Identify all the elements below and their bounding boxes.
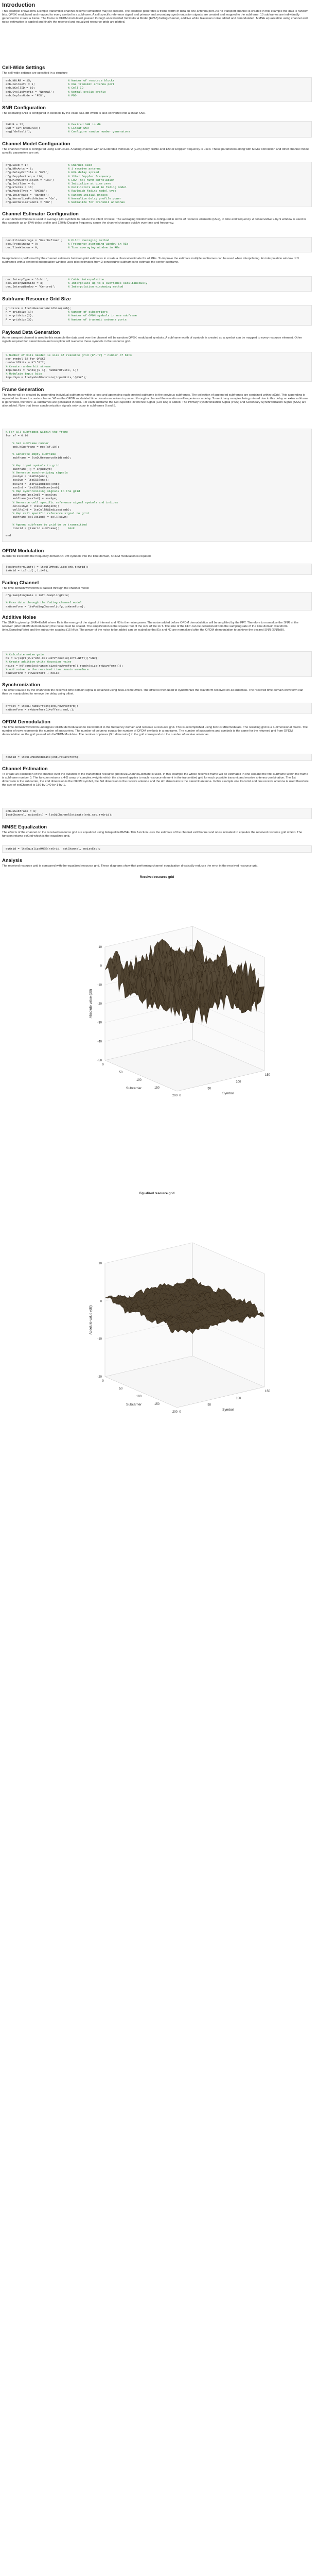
x-tick-label: 50 xyxy=(119,1071,123,1074)
ofdm-paragraph: In order to transform the frequency domain OFDM symbols into the time domain, OFDM modulation is required. xyxy=(2,555,152,558)
code-text: % Number of bits needed is size of resource grid (K*L*P) * number of bits xyxy=(6,353,132,357)
plot-received-grid xyxy=(2,875,312,1184)
code-text: % Calculate noise gain xyxy=(6,653,44,656)
code-text: cfg.DelayProfile = 'EVA'; xyxy=(6,171,49,175)
code-line xyxy=(6,365,308,368)
code-line xyxy=(6,474,308,478)
code-comment: % Normal cyclic prefix xyxy=(67,90,106,94)
code-line xyxy=(6,493,308,497)
code-line xyxy=(6,197,308,200)
code-line xyxy=(6,434,308,437)
code-line xyxy=(6,668,308,671)
section-title-sync: Synchronization xyxy=(2,682,40,688)
code-comment: % Low (no) MIMO correlation xyxy=(67,178,115,182)
code-text: cec.TimeWindow = 9; xyxy=(6,246,39,250)
code-block-ofdmdemod xyxy=(2,754,312,761)
code-text: gridsize = lteDLResourceGridSize(enb); xyxy=(6,307,72,310)
code-text: cfg.NormalizePathGains = 'On'; xyxy=(6,196,58,200)
code-comment: % Cubic interpolation xyxy=(67,278,104,281)
code-comment: % Interpolate up to 3 subframes simultaneously xyxy=(67,281,148,285)
code-comment: % Random initial phases xyxy=(67,193,108,197)
z-tick-label: -50 xyxy=(97,1059,102,1062)
code-line xyxy=(6,456,308,460)
code-text: % Create random bit stream xyxy=(6,364,51,368)
z-tick-label: -20 xyxy=(97,1003,102,1006)
x-tick-label: 200 xyxy=(172,1094,178,1097)
code-line xyxy=(6,372,308,376)
chanest-paragraph: A user defined window is used to average pilot symbols to reduce the effect of noise. The averaging window size is configured in terms of resource elements (REs), in time and frequency. A conservative 9-by-9 window is used in this example as an EVA delay profile and 120Hz Doppler frequency cause the channel changes quickly over time and frequency. xyxy=(2,218,306,225)
y-tick-label: 150 xyxy=(264,1074,271,1077)
code-line xyxy=(6,278,308,281)
code-text: subframe(cellRsInd) = cellRsSym; xyxy=(6,515,68,519)
y-tick-label: 0 xyxy=(179,1094,181,1097)
code-text: % Map synchronizing signals to the grid xyxy=(6,489,80,493)
code-line xyxy=(6,242,308,246)
code-line xyxy=(6,175,308,178)
z-axis-label: Absolute value (dB) xyxy=(89,1305,93,1335)
code-comment: % Interpolation windowing method xyxy=(67,285,123,289)
code-text: % For all subframes within the frame xyxy=(6,430,68,434)
code-line xyxy=(6,442,308,445)
received-grid-surface xyxy=(2,880,312,1184)
code-comment: % Pilot averaging method xyxy=(67,239,110,242)
code-line xyxy=(6,86,308,90)
code-text: subframe(sssInd) = sssSym; xyxy=(6,497,58,501)
code-comment: % Initialize at time zero xyxy=(67,181,111,185)
z-tick-label: 10 xyxy=(98,946,102,949)
section-title-ofdm-modulation: OFDM Modulation xyxy=(2,548,44,554)
code-text: [estChannel, noiseEst] = lteDLChannelEstimate(enb,cec,rxGrid); xyxy=(6,813,113,817)
code-text: enb.CyclicPrefix = 'Normal'; xyxy=(6,90,54,94)
code-line xyxy=(6,508,308,512)
z-axis-label: Absolute value (dB) xyxy=(89,989,93,1019)
code-block-chestim xyxy=(2,808,312,819)
code-comment: % Frequency averaging window in REs xyxy=(67,242,129,246)
code-line xyxy=(6,530,308,534)
code-line xyxy=(6,482,308,486)
y-tick-label: 100 xyxy=(236,1397,241,1400)
code-text: SNR = 10^(SNRdB/20); xyxy=(6,126,41,130)
y-tick-label: 150 xyxy=(264,1390,271,1393)
code-comment: % Rayleigh fading model type xyxy=(67,189,116,193)
code-text: % Generate synchronizing signals xyxy=(6,471,68,475)
code-line xyxy=(6,123,308,126)
code-line xyxy=(6,246,308,249)
code-line xyxy=(6,376,308,379)
code-comment: % Number of OFDM symbols in one subframe xyxy=(67,314,137,318)
code-text: cfg.MIMOCorrelation = 'Low'; xyxy=(6,178,54,182)
code-text: % Set subframe number xyxy=(6,441,49,445)
section-title-grid-size: Subframe Resource Grid Size xyxy=(2,296,71,302)
section-title-analysis: Analysis xyxy=(2,858,23,863)
section-title-channel-estimator: Channel Estimator Configuration xyxy=(2,211,79,217)
code-block-gridsize xyxy=(2,305,312,326)
code-line xyxy=(6,94,308,97)
code-line xyxy=(6,671,308,675)
code-text: cec.InterpWindow = 'Centred'; xyxy=(6,285,56,289)
code-text: % Append subframe to grid to be transmitted xyxy=(6,522,87,527)
code-text: % Generate cell specific reference signal symbols and indices xyxy=(6,500,118,504)
section-title-ofdm-demod: OFDM Demodulation xyxy=(2,719,50,725)
code-line xyxy=(6,497,308,500)
code-line xyxy=(6,449,308,452)
z-tick-label: -40 xyxy=(97,1040,102,1044)
z-tick-label: 0 xyxy=(100,964,102,968)
section-title-payload: Payload Data Generation xyxy=(2,330,60,335)
code-comment: % Number of resource blocks xyxy=(67,79,115,82)
code-text: cfg.NTerms = 16; xyxy=(6,185,33,190)
code-line xyxy=(6,478,308,482)
code-text: numberOfBits = K*L*P*2; xyxy=(6,361,46,365)
code-text: sssInd = lteSSSIndices(enb); xyxy=(6,485,61,489)
code-line xyxy=(6,163,308,167)
code-line xyxy=(6,285,308,289)
code-line xyxy=(6,601,308,604)
plot-title-received: Received resource grid xyxy=(139,876,174,879)
x-tick-label: 200 xyxy=(172,1411,178,1414)
code-text: enb.NCellID = 10; xyxy=(6,86,36,90)
section-title-chan-estimation: Channel Estimation xyxy=(2,766,48,772)
code-text: enb.NDLRB = 15; xyxy=(6,79,32,82)
code-line xyxy=(6,471,308,474)
z-tick-label: 0 xyxy=(100,1300,102,1303)
code-comment: % Channel seed xyxy=(67,163,92,167)
code-block-noise xyxy=(2,651,312,677)
x-axis-label: Subcarrier xyxy=(126,1087,141,1090)
z-tick-label: 10 xyxy=(98,1262,102,1265)
section-title-mmse: MMSE Equalization xyxy=(2,824,47,830)
code-line xyxy=(6,565,308,569)
code-line xyxy=(6,467,308,471)
payload-paragraph: As no transport channel is used in this example the data sent over the channel will be random QPSK modulated symbols. A subframe worth of symbols is created so a symbol can be mapped to every resource element. Other signals required for transmission and reception will overwrite these symbols in the resource grid. xyxy=(2,336,303,343)
framegen-paragraph: The frame will be created by generating individual subframes within a loop and appending each created subframe to the previous subframes. The collection of appended subframes are contained within txGrid. This appending is repeated ten times to create a frame. When the OFDM modulated time domain waveform is passed through a channel the waveform will experience a delay. To avoid any samples being missed due to this delay an extra subframe is generated, therefore 11 subframes are generated in total. For each subframe the Cell-Specific Reference Signal (Cell RS) is added. The Primary Synchronization Signal (PSS) and Secondary Synchronization Signal (SSS) are also added. Note that these synchronization signals only occur in subframes 0 and 5. xyxy=(2,394,309,408)
code-text: rxWaveform = lteFadingChannel(cfg,txWaveform); xyxy=(6,604,85,608)
code-text: SNRdB = 22; xyxy=(6,123,25,126)
code-comment: % Linear SNR xyxy=(67,126,89,130)
analysis-paragraph: The received resource grid is compared with the equalized resource grid. These diagrams show that performing channel equalization drastically reduces the error in the received resource grid. xyxy=(2,865,258,868)
code-comment: % Configure random number generators xyxy=(67,130,130,134)
code-text: P = gridsize(3); xyxy=(6,317,33,321)
code-text: % Pass data through the fading channel model xyxy=(6,601,82,605)
code-text: for sf = 0:10 xyxy=(6,434,28,438)
code-text: rng('default'); xyxy=(6,130,32,134)
code-text: cellRsSym = lteCellRS(enb); xyxy=(6,504,60,508)
code-line xyxy=(6,171,308,174)
code-text: cellRsInd = lteCellRSIndices(enb); xyxy=(6,507,72,512)
code-text: L = gridsize(2); xyxy=(6,314,33,318)
code-line xyxy=(6,178,308,182)
code-line xyxy=(6,437,308,441)
code-block-ofdm xyxy=(2,564,312,575)
mmse-paragraph: The effects of the channel on the received resource grid are equalized using lteEqualizeMMSE. This function uses the estimate of the channel estChannel and noise noiseEst to equalize the received resource grid rxGrid. The function returns eqGrid which is the equalized grid. xyxy=(2,831,303,838)
code-line xyxy=(6,569,308,572)
code-text: cfg.DopplerFreq = 120; xyxy=(6,174,44,178)
section-title-frame-generation: Frame Generation xyxy=(2,387,44,393)
fading-paragraph: The time domain waveform is passed through the channel model xyxy=(2,587,89,590)
section-title-noise: Additive Noise xyxy=(2,615,36,620)
code-line xyxy=(6,130,308,133)
code-line xyxy=(6,653,308,656)
code-text: subframe = lteDLResourceGrid(enb); xyxy=(6,456,72,460)
x-tick-label: 100 xyxy=(136,1079,142,1082)
code-text: noise = N0*complex(randn(size(rxWaveform)),randn(size(rxWaveform))); xyxy=(6,664,123,668)
code-text: cfg.SamplingRate = info.SamplingRate; xyxy=(6,594,70,597)
code-text: txGrid = txGrid(:,1:140); xyxy=(6,569,49,573)
plot-title-equalized: Equalized resource grid xyxy=(139,1192,175,1195)
code-text: cec.InterpWinSize = 3; xyxy=(6,281,44,285)
code-block-fading xyxy=(2,592,312,611)
y-tick-label: 50 xyxy=(207,1403,211,1407)
code-line xyxy=(6,167,308,171)
code-text: end xyxy=(6,534,11,538)
code-line xyxy=(6,189,308,193)
section-title-cell-wide: Cell-Wide Settings xyxy=(2,65,45,71)
code-comment: % Normalize delay profile power xyxy=(67,196,121,200)
code-line xyxy=(6,489,308,493)
z-tick-label: -20 xyxy=(97,1376,102,1379)
y-tick-label: 0 xyxy=(179,1411,181,1414)
code-line xyxy=(6,90,308,94)
noise-paragraph: The SNR is given by SNR=Es/N0 where Es is the energy of the signal of interest and N0 is the noise power. The noise added before OFDM demodulation will be amplified by the FFT. Therefore to normalize the SNR at the receiver (after OFDM demodulation) the noise must be scaled. The amplification is the square root of the size of the FFT. The size of the FFT can be determined from the sampling rate of the time domain waveform (info.SamplingRate) and the subcarrier spacing (15 kHz). The power of the noise to be added can be scaled so that Es and N0 are normalized after the OFDM demodulation to achieve the desired SNR (SNRdB). xyxy=(2,621,298,632)
code-text: subframe(pssInd) = pssSym; xyxy=(6,493,58,497)
code-line xyxy=(6,504,308,508)
ofdmdemod-paragraph: The time domain waveform undergoes OFDM demodulation to transform it to the frequency domain and recreate a resource grid. This is accomplished using lteOFDMDemodulate. The resulting grid is a 3-dimensional matrix. The number of rows represents the number of subcarriers. The number of columns equals the number of OFDM symbols in a subframe. The number of subcarriers and symbols is the same for the returned grid from OFDM demodulation as the grid passed into lteOFDMModulate. The number of planes (3rd dimension) in the grid corresponds to the number of receive antennas. xyxy=(2,726,308,736)
code-text: enb.NSubframe = 0; xyxy=(6,809,37,813)
code-text: N0 = 1/(sqrt(2.0*enb.CellRefP*double(info.Nfft))*SNR); xyxy=(6,656,99,660)
section-title-snr: SNR Configuration xyxy=(2,105,46,111)
code-line xyxy=(6,656,308,660)
code-line xyxy=(6,605,308,608)
code-line xyxy=(6,486,308,489)
code-comment: % Number of transmit antenna ports xyxy=(67,317,127,321)
x-tick-label: 150 xyxy=(154,1403,160,1406)
snr-paragraph: The operating SNR is configured in decibels by the value SNRdB which is also converted into a linear SNR. xyxy=(2,112,146,115)
code-text: cfg.InitTime = 0; xyxy=(6,181,36,185)
code-text: cfg.ModelType = 'GMEDS'; xyxy=(6,189,47,193)
code-line xyxy=(6,527,308,530)
code-line xyxy=(6,708,308,711)
code-line xyxy=(6,460,308,464)
code-line xyxy=(6,82,308,86)
equalized-grid-surface xyxy=(2,1196,312,1500)
z-tick-label: -10 xyxy=(97,1337,102,1341)
code-text: rxWaveform = rxWaveform + noise; xyxy=(6,671,61,675)
code-line xyxy=(6,310,308,314)
code-text: K = gridsize(1); xyxy=(6,310,33,314)
code-text: offset = lteDLFrameOffset(enb,rxWaveform); xyxy=(6,704,78,708)
code-line xyxy=(6,353,308,357)
code-line xyxy=(6,519,308,523)
code-comment: % EVA delay spread xyxy=(67,171,99,175)
code-block-cellwide xyxy=(2,77,312,102)
code-text: inputSym = lteSymbolModulate(inputBits,'QPSK'); xyxy=(6,376,87,380)
code-line xyxy=(6,430,308,434)
code-line xyxy=(6,79,308,82)
code-comment: % Oscillators used in fading model xyxy=(67,185,127,190)
code-comment: % 120Hz Doppler frequency xyxy=(67,174,111,178)
y-axis-label: Symbol xyxy=(222,1408,234,1412)
code-line xyxy=(6,193,308,197)
code-line xyxy=(6,318,308,321)
code-text: txGrid = [txGrid subframe]; xyxy=(6,526,60,530)
x-tick-label: 150 xyxy=(154,1087,160,1090)
chanest-paragraph-2: Interpolation is performed by the channel estimator between pilot estimates to create a channel estimate for all REs. To improve the estimate multiple subframes can be used when interpolating. An interpolation window of 3 subframes with a centered interpolation window uses pilot estimates from 3 consecutive subframes to estimate the center subframe. xyxy=(2,257,299,264)
code-line xyxy=(6,813,308,817)
code-text: enb.CellRefP = 1; xyxy=(6,82,36,87)
plot-equalized-grid xyxy=(2,1191,312,1500)
code-comment: % Time averaging window in REs xyxy=(67,246,120,250)
code-text: sssSym = lteSSS(enb); xyxy=(6,478,49,482)
code-text: % Modulate input bits xyxy=(6,371,42,376)
code-text: enb.NSubframe = mod(sf,10); xyxy=(6,445,60,449)
code-line xyxy=(6,501,308,504)
code-line xyxy=(6,185,308,189)
code-line xyxy=(6,452,308,456)
section-title-channel-model: Channel Model Configuration xyxy=(2,141,70,147)
channel-paragraph: The channel model is configured using a structure. A fading channel with an Extended Vehicular A (EVA) delay profile and 120Hz Doppler frequency is used. These parameters along with MIMO correlation and other channel model specific parameters are set. xyxy=(2,148,310,155)
section-title-introduction: Introduction xyxy=(2,2,36,8)
x-axis-label: Subcarrier xyxy=(126,1403,141,1406)
code-line xyxy=(6,314,308,317)
code-line xyxy=(6,512,308,515)
code-text: rxGrid = lteOFDMDemodulate(enb,rxWaveform); xyxy=(6,755,80,759)
code-text: % Generate empty subframe xyxy=(6,452,56,456)
code-comment: % Desired SNR in dB xyxy=(67,123,101,126)
code-text: enb.DuplexMode = 'FDD'; xyxy=(6,93,46,97)
code-comment: % Normalize for transmit antennas xyxy=(67,200,125,204)
code-line xyxy=(6,361,308,364)
code-text: cfg.InitPhase = 'Random'; xyxy=(6,193,49,197)
code-line xyxy=(6,200,308,204)
cellwide-paragraph: The cell-wide settings are specified in a structure xyxy=(2,72,68,75)
code-block-framegen xyxy=(2,429,312,542)
code-line xyxy=(6,307,308,310)
code-comment: % Cell ID xyxy=(67,86,84,90)
code-block-chanest xyxy=(2,237,312,252)
code-block-channel xyxy=(2,162,312,207)
code-text: cec.PilotAverage = 'UserDefined'; xyxy=(6,239,63,242)
code-line xyxy=(6,597,308,601)
code-text: cec.FreqWindow = 9; xyxy=(6,242,39,246)
code-line xyxy=(6,847,308,851)
intro-paragraph: This example shows how a simple transmitter-channel-receiver simulation may be created. The example generates a frame worth of data on one antenna port. As no transport channel is created in this example the data is random bits, QPSK modulated and mapped to every symbol in a subframe. A cell specific reference signal and primary and secondary synchronization signals are created and mapped to the subframe. 10 subframes are individually generated to create a frame. The frame is OFDM modulated, passed through an Extended Vehicular A Model (EVA5) fading channel, additive white Gaussian noise added and demodulated. MMSE equalization using channel and noise estimation is applied and finally the received and equalized resource grids are plotted. xyxy=(2,10,309,24)
code-text: % Create additive white Gaussian noise xyxy=(6,660,72,664)
code-line xyxy=(6,809,308,813)
code-line xyxy=(6,755,308,759)
z-tick-label: -30 xyxy=(97,1021,102,1025)
code-line xyxy=(6,534,308,537)
code-block-payload xyxy=(2,352,312,382)
z-tick-label: -10 xyxy=(97,984,102,987)
code-line xyxy=(6,704,308,708)
code-text: [txWaveform,info] = lteOFDMModulate(enb,txGrid); xyxy=(6,565,89,569)
code-line xyxy=(6,182,308,185)
code-text: % Map cell specific reference signal to grid xyxy=(6,512,89,516)
code-text: eqGrid = lteEqualizeMMSE(rxGrid, estChannel, noiseEst); xyxy=(6,847,101,851)
code-block-sync xyxy=(2,703,312,714)
code-line xyxy=(6,126,308,130)
code-text: % Add noise to the received time domain waveform xyxy=(6,667,89,671)
y-tick-label: 50 xyxy=(207,1087,211,1091)
code-line xyxy=(6,368,308,372)
code-line xyxy=(6,523,308,527)
x-tick-label: 0 xyxy=(102,1063,104,1066)
code-line xyxy=(6,239,308,242)
code-block-snr xyxy=(2,121,312,138)
code-block-mmse xyxy=(2,845,312,853)
code-text: subframe(:) = inputSym; xyxy=(6,467,52,471)
code-line xyxy=(6,445,308,449)
code-comment: % Number of subcarriers xyxy=(67,310,108,314)
code-comment: % 1 receive antenna xyxy=(67,167,101,171)
sync-paragraph: The offset caused by the channel in the received time domain signal is obtained using lteDLFrameOffset. The offset is then used to synchronize the waveform received on all antennas. The received time domain waveform can then be manipulated to remove the delay using offset. xyxy=(2,689,304,696)
code-text: % Map input symbols to grid xyxy=(6,463,60,467)
code-comment: %#ok xyxy=(67,526,75,530)
code-block-chanest-2 xyxy=(2,276,312,292)
code-line xyxy=(6,594,308,597)
code-line xyxy=(6,515,308,519)
x-tick-label: 50 xyxy=(119,1387,123,1391)
x-tick-label: 0 xyxy=(102,1380,104,1383)
code-text: pssInd = ltePSSIndices(enb); xyxy=(6,482,61,486)
y-axis-label: Symbol xyxy=(222,1092,234,1095)
code-line xyxy=(6,281,308,285)
code-line xyxy=(6,464,308,467)
code-comment: % One transmit antenna port xyxy=(67,82,115,87)
code-comment: % FDD xyxy=(67,93,77,97)
code-line xyxy=(6,357,308,361)
code-text: cfg.Seed = 1; xyxy=(6,163,28,167)
section-title-fading: Fading Channel xyxy=(2,580,39,586)
y-tick-label: 100 xyxy=(236,1080,241,1084)
code-text: cfg.NormalizeTxAnts = 'On'; xyxy=(6,200,52,204)
code-text: per symbol (2 for QPSK) xyxy=(6,357,46,361)
chestim-paragraph: To create an estimation of the channel over the duration of the transmitted resource grid lteDLChannelEstimate is used. In this example the whole received frame will be estimated in one call and the first subframe within the frame is subframe number 0. The function returns a 4-D array of complex weights which the channel applies to each resource element in the transmitted grid for each possible transmit and receive antenna combination. The 1st dimension is the subcarrier, the 2nd dimension is the OFDM symbol, the 3rd dimension is the receive antenna and the 4th dimension is the transmit antenna. In this example one transmit and one receive antenna is used therefore the size of estChannel is 180-by-140-by-1-by-1. xyxy=(2,773,309,787)
x-tick-label: 100 xyxy=(136,1395,142,1398)
code-text: rxWaveform = rxWaveform(1+offset:end,:); xyxy=(6,708,75,712)
code-text: cec.InterpType = 'Cubic'; xyxy=(6,278,49,281)
code-line xyxy=(6,660,308,664)
code-text: cfg.NRxAnts = 1; xyxy=(6,167,33,171)
code-text: pssSym = ltePSS(enb); xyxy=(6,474,49,479)
code-text: inputBits = randi([0 1], numberOfBits, 1); xyxy=(6,368,78,372)
code-line xyxy=(6,664,308,668)
